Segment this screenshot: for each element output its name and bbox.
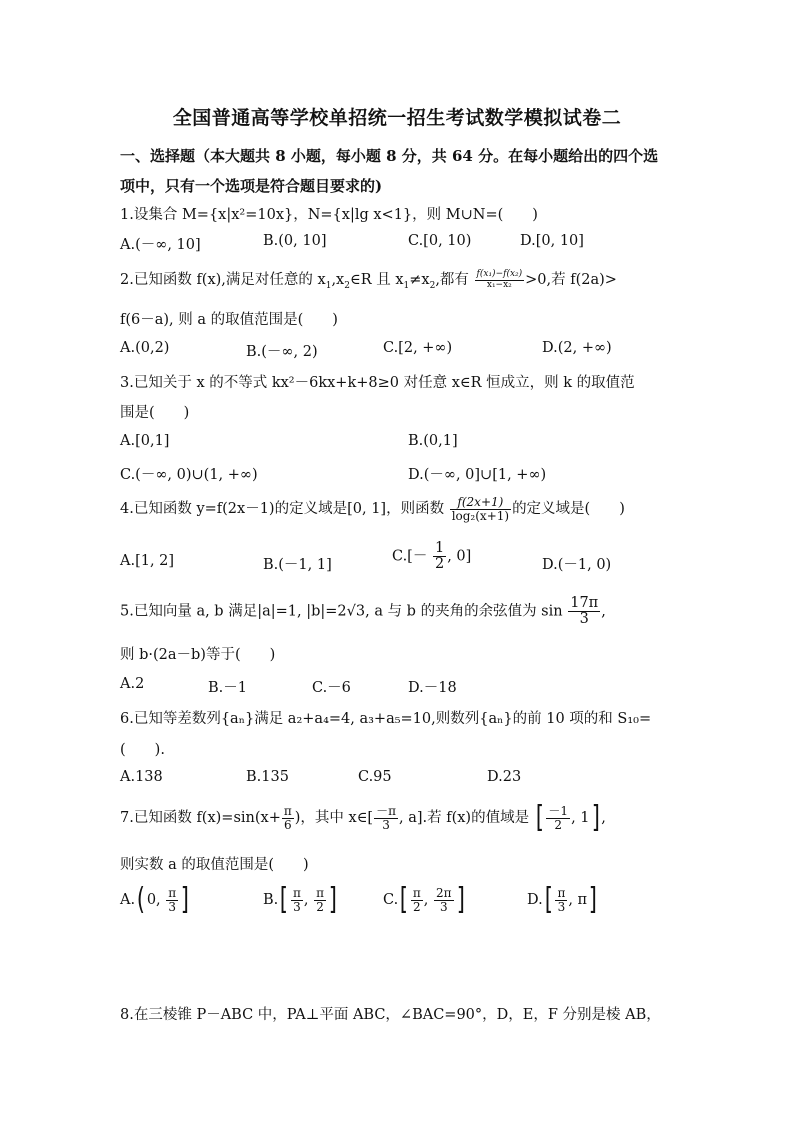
- q4-fraction: $\frac{f(2x+1)}{\text{log₂(x+1)}}$: [451, 495, 510, 523]
- section-heading-line2: 项中，只有一个选项是符合题目要求的): [120, 177, 383, 195]
- q7-option-c-fraction-1: $\frac{\pi}{2}$: [412, 885, 421, 914]
- right-bracket: ]: [328, 882, 337, 917]
- q5-option-c: C.－6: [312, 680, 351, 696]
- question-5-stem-line2: 则 b·(2a－b)等于( ): [120, 647, 276, 663]
- q7-option-b-fraction-2: $\frac{\pi}{2}$: [316, 885, 324, 914]
- q7-fraction-2: $\frac{-\pi}{3}$: [376, 803, 396, 832]
- q6-option-a: A.138: [120, 769, 163, 785]
- right-bracket: ]: [456, 882, 465, 917]
- q3-option-b: B.(0,1]: [408, 433, 458, 449]
- q6-option-d: D.23: [487, 769, 522, 785]
- q7-option-d: D.[ $\frac{\pi}{3}$ , π]: [527, 882, 598, 917]
- q7-option-a: A.( 0, $\frac{\pi}{3}$ ]: [120, 882, 190, 917]
- q1-option-a: A.(－∞, 10]: [120, 237, 201, 253]
- right-bracket: ]: [591, 800, 600, 835]
- q2-option-c: C.[2, +∞): [383, 340, 453, 356]
- left-paren: (: [136, 882, 146, 917]
- q7-fraction-1: $\frac{\pi}{6}$: [283, 803, 292, 832]
- q4-option-d: D.(－1, 0): [542, 557, 612, 573]
- q2-fraction: $\frac{\text{f(x₁)−f(x₂)}}{\text{x₁−x₂}}$: [476, 269, 523, 290]
- q6-option-b: B.135: [246, 769, 289, 785]
- q1-option-b: B.(0, 10]: [263, 233, 327, 249]
- question-6-stem-line1: 6.已知等差数列{aₙ}满足 a₂+a₄=4, a₃+a₅=10,则数列{aₙ}的前 10 项的和 S₁₀=: [120, 711, 652, 727]
- left-bracket: [: [544, 882, 553, 917]
- question-4-stem: 4.已知函数 y=f(2x－1)的定义域是[0, 1]，则函数 $\frac{f(2x+1)}{\text{log₂(x+1)}}$ 的定义域是( ): [120, 495, 625, 523]
- left-bracket: [: [280, 882, 289, 917]
- q7-option-c: C.[ $\frac{\pi}{2}$ , $\frac{2\pi}{3}$ ]: [383, 882, 465, 917]
- q4-option-b: B.(－1, 1]: [263, 557, 332, 573]
- q7-option-c-fraction-2: $\frac{2\pi}{3}$: [436, 885, 452, 914]
- q5-option-d: D.－18: [408, 680, 457, 696]
- q6-option-c: C.95: [358, 769, 392, 785]
- q2-option-a: A.(0,2): [120, 340, 170, 356]
- q3-option-d: D.(－∞, 0]∪[1, +∞): [408, 467, 547, 483]
- q4-option-a: A.[1, 2]: [120, 553, 175, 569]
- question-2-stem-line1: 2.已知函数 f(x),满足对任意的 $x_1,x_2\in R$ 且 $x_1\ne x_2$,都有 $\frac{\text{f(x₁)−f(x₂)}}{\text{x₁−x₂}}$ >0,若 f(2a)>: [120, 269, 617, 291]
- question-8-stem-line1: 8.在三棱锥 P－ABC 中，PA⊥平面 ABC，∠BAC=90°，D，E，F 分别是棱 AB，: [120, 1007, 661, 1023]
- question-3-stem-line2: 围是( ): [120, 405, 190, 421]
- q2-option-d: D.(2, +∞): [542, 340, 612, 356]
- left-bracket: [: [535, 800, 544, 835]
- section-heading-line1: 一、选择题（本大题共 8 小题，每小题 8 分，共 64 分。在每小题给出的四个选: [120, 147, 659, 165]
- q7-option-b-fraction-1: $\frac{\pi}{3}$: [292, 885, 301, 914]
- question-3-stem-line1: 3.已知关于 x 的不等式 kx²－6kx+k+8≥0 对任意 x∈R 恒成立，则 k 的取值范: [120, 375, 635, 391]
- q7-fraction-3: $\frac{-1}{2}$: [548, 803, 569, 832]
- q2-option-b: B.(－∞, 2): [246, 344, 318, 360]
- q7-option-b: B.[ $\frac{\pi}{3}$ , $\frac{\pi}{2}$ ]: [263, 882, 337, 917]
- right-bracket: ]: [588, 882, 598, 917]
- q5-option-b: B.－1: [208, 680, 247, 696]
- q1-option-d: D.[0, 10]: [520, 233, 584, 249]
- question-2-stem-line2: f(6－a), 则 a 的取值范围是( ): [120, 312, 338, 328]
- question-6-stem-line2: ( ).: [120, 742, 165, 758]
- q1-option-c: C.[0, 10): [408, 233, 472, 249]
- q3-option-c: C.(－∞, 0)∪(1, +∞): [120, 467, 258, 483]
- question-7-stem-line2: 则实数 a 的取值范围是( ): [120, 857, 309, 873]
- question-1-stem: 1.设集合 M={x|x²=10x}，N={x|lg x<1}，则 M∪N=( ): [120, 207, 538, 223]
- q5-option-a: A.2: [120, 676, 145, 692]
- q4-option-c-fraction: $\frac{1}{2}$: [434, 540, 445, 573]
- q7-option-d-fraction: $\frac{\pi}{3}$: [557, 885, 566, 914]
- right-bracket: ]: [180, 882, 190, 917]
- q5-fraction: $\frac{17\pi}{3}$: [570, 595, 599, 628]
- question-5-stem-line1: 5.已知向量 a, b 满足|a|=1, |b|=2√3, a 与 b 的夹角的余弦值为 sin $\frac{17\pi}{3}$ ,: [120, 595, 606, 628]
- q4-option-c: C.[－ $\frac{1}{2}$ , 0]: [392, 540, 472, 573]
- q3-option-a: A.[0,1]: [120, 433, 170, 449]
- left-bracket: [: [399, 882, 409, 917]
- q7-option-a-fraction: $\frac{\pi}{3}$: [168, 885, 177, 914]
- page-title: 全国普通高等学校单招统一招生考试数学模拟试卷二: [172, 107, 622, 129]
- question-7-stem-line1: 7.已知函数 f(x)=sin(x+ $\frac{\pi}{6}$ )，其中 x∈[ $\frac{-\pi}{3}$ , a].若 f(x)的值域是 [ $\frac{-1}{2}$ , 1] ,: [120, 800, 606, 835]
